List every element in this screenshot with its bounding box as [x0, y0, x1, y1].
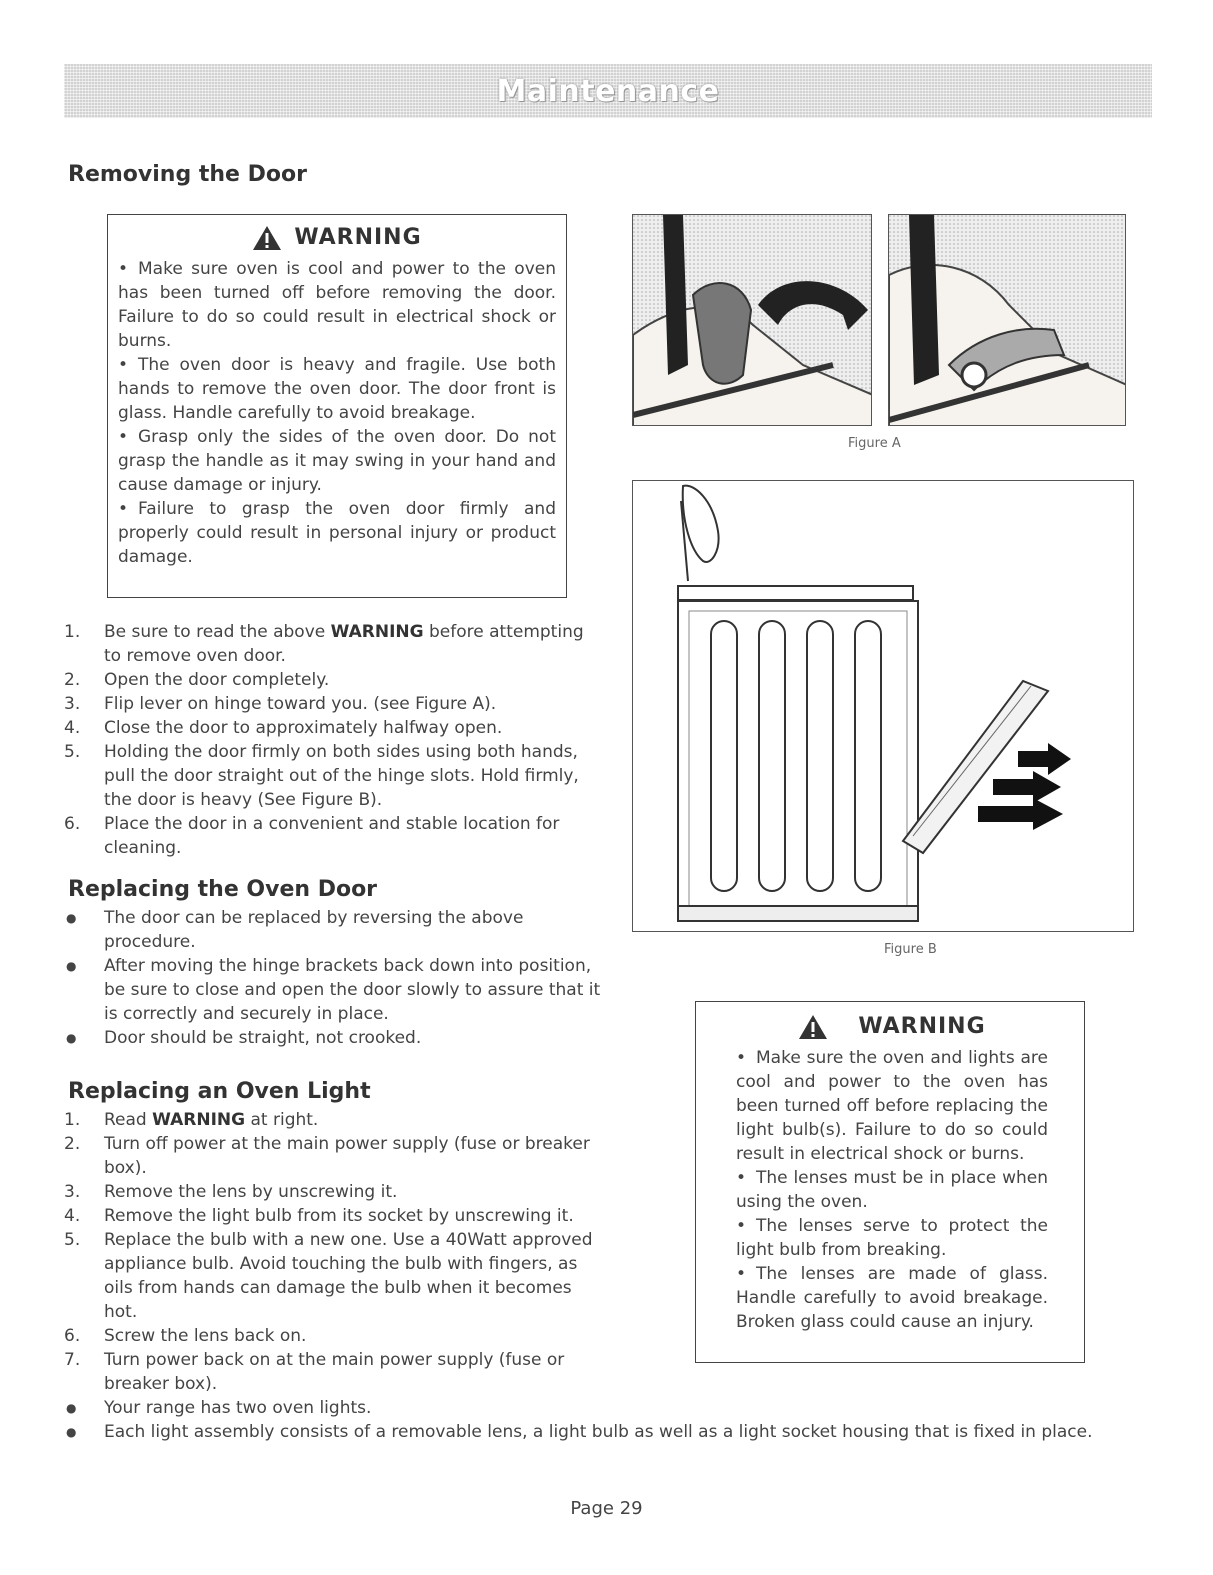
light-bullets: [64, 1396, 1164, 1444]
list-item: ● The door can be replaced by reversing the above procedure.: [66, 908, 524, 952]
list-item: 1. Be sure to read the above WARNING before attempting to remove oven door.: [64, 622, 584, 666]
list-item: 4. Close the door to approximately halfway open.: [64, 718, 503, 738]
list-item: 5. Replace the bulb with a new one. Use a 40Watt approved appliance bulb. Avoid touching the bulb with fingers, as oils from hands can damage the bulb when it becomes hot.: [64, 1230, 593, 1322]
light-warning-title: WARNING: [858, 1014, 986, 1039]
door-warning-item: • Grasp only the sides of the oven door. Do not grasp the handle as it may swing in your hand and cause damage or injury.: [118, 427, 556, 495]
list-item: 6. Screw the lens back on.: [64, 1326, 307, 1346]
list-item: ● Your range has two oven lights.: [66, 1398, 372, 1418]
light-warning-item: • The lenses serve to protect the light bulb from breaking.: [736, 1216, 1048, 1260]
light-warning-header: [736, 1014, 1048, 1040]
light-warning-item: • Make sure the oven and lights are cool and power to the oven has been turned off before replacing the light bulb(s). Failure to do so could result in electrical shock or burns.: [736, 1048, 1048, 1164]
warning-icon: [798, 1014, 828, 1040]
figure-b-caption: Figure B: [884, 942, 937, 957]
banner-title: Maintenance: [496, 73, 720, 109]
light-steps: [64, 1108, 604, 1396]
figure-a-left: [632, 214, 872, 426]
list-item: ● Each light assembly consists of a removable lens, a light bulb as well as a light socket housing that is fixed in place.: [66, 1422, 1093, 1442]
hinge-released-illustration: [889, 215, 1126, 426]
section-banner: [64, 64, 1152, 118]
list-item: 5. Holding the door firmly on both sides using both hands, pull the door straight out of the hinge slots. Hold firmly, the door is heavy (See Figure B).: [64, 742, 579, 810]
oven-door-removal-illustration: [633, 481, 1133, 931]
figure-a-caption: Figure A: [848, 436, 901, 451]
door-warning-item: • The oven door is heavy and fragile. Use both hands to remove the oven door. The door front is glass. Handle carefully to avoid breakage.: [118, 355, 556, 423]
replacing-door-heading: Replacing the Oven Door: [68, 877, 378, 902]
light-warning-item: • The lenses are made of glass. Handle carefully to avoid breakage. Broken glass could cause an injury.: [736, 1264, 1048, 1332]
list-item: 3. Remove the lens by unscrewing it.: [64, 1182, 398, 1202]
page-number: Page 29: [570, 1498, 643, 1519]
figure-b: [632, 480, 1134, 932]
list-item: 7. Turn power back on at the main power supply (fuse or breaker box).: [64, 1350, 565, 1394]
list-item: ● After moving the hinge brackets back down into position, be sure to close and open the door slowly to assure that it is correctly and securely in place.: [66, 956, 601, 1024]
door-warning-item: • Make sure oven is cool and power to the oven has been turned off before removing the door. Failure to do so could result in electrical shock or burns.: [118, 259, 556, 351]
door-warning-title: WARNING: [294, 225, 422, 250]
list-item: 1. Read WARNING at right.: [64, 1110, 319, 1130]
list-item: 3. Flip lever on hinge toward you. (see Figure A).: [64, 694, 497, 714]
figure-a-right: [888, 214, 1126, 426]
list-item: 6. Place the door in a convenient and stable location for cleaning.: [64, 814, 560, 858]
hinge-lever-illustration: [633, 215, 872, 426]
list-item: ● Door should be straight, not crooked.: [66, 1028, 422, 1048]
list-item: 2. Turn off power at the main power supply (fuse or breaker box).: [64, 1134, 590, 1178]
light-warning-box: [695, 1001, 1085, 1363]
light-warning-item: • The lenses must be in place when using the oven.: [736, 1168, 1048, 1212]
door-warning-header: [118, 225, 556, 251]
replacing-door-bullets: [64, 906, 604, 1050]
list-item: 4. Remove the light bulb from its socket by unscrewing it.: [64, 1206, 574, 1226]
replacing-light-heading: Replacing an Oven Light: [68, 1079, 371, 1104]
warning-icon: [252, 225, 282, 251]
removing-door-heading: Removing the Door: [68, 162, 307, 187]
door-warning-box: [107, 214, 567, 598]
list-item: 2. Open the door completely.: [64, 670, 330, 690]
door-warning-item: • Failure to grasp the oven door firmly and properly could result in personal injury or product damage.: [118, 499, 556, 567]
removing-steps: [64, 620, 604, 860]
